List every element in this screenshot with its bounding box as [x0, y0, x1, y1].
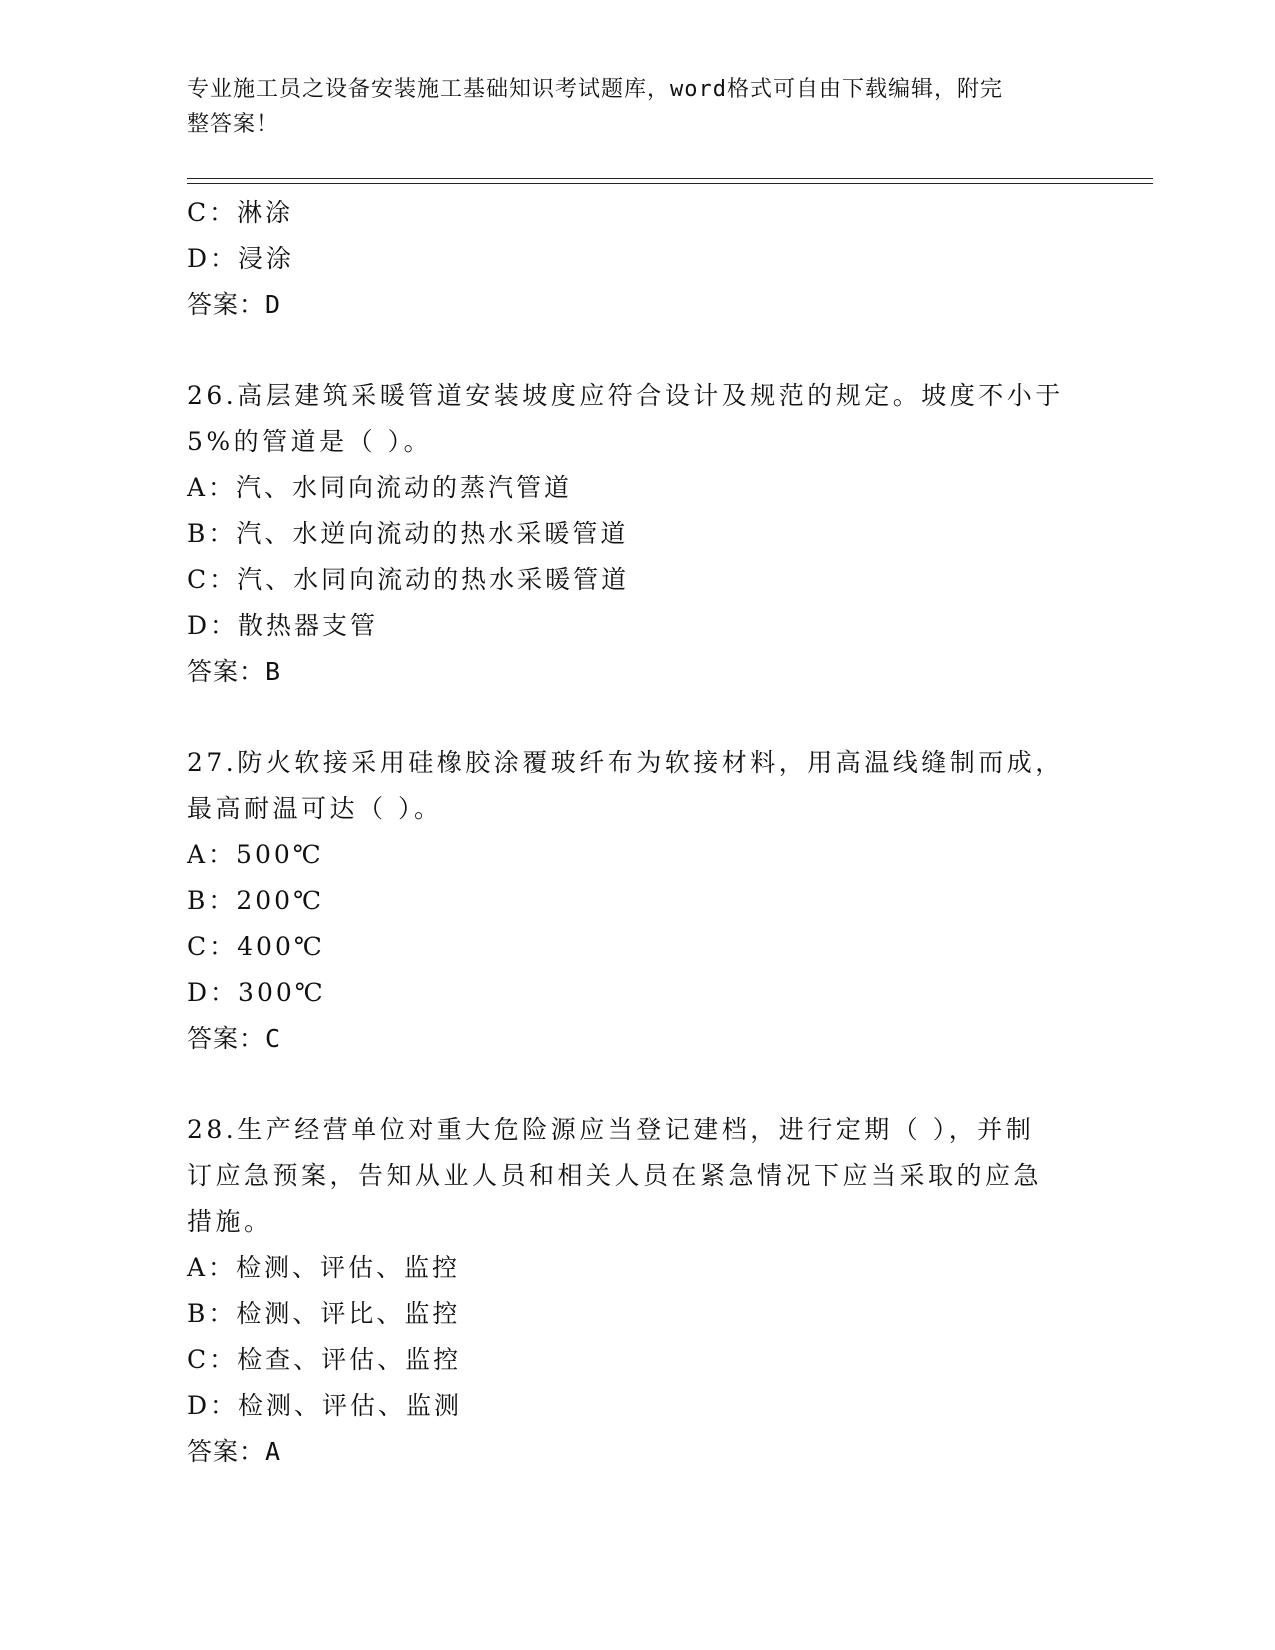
stem-line: 措施。 [187, 1207, 273, 1236]
option-b: B：200℃ [187, 886, 325, 915]
answer-value: A [265, 1437, 282, 1466]
option-c: C：检查、评估、监控 [187, 1345, 462, 1374]
answer-line [187, 1016, 1107, 1062]
header-line-1: 专业施工员之设备安装施工基础知识考试题库，word格式可自由下载编辑，附完 [187, 77, 1003, 102]
answer-value: C [265, 1024, 282, 1053]
question-27 [187, 740, 1107, 1062]
stem-line: 订应急预案，告知从业人员和相关人员在紧急情况下应当采取的应急 [187, 1161, 1043, 1190]
question-stem [187, 1107, 1107, 1245]
option-d: D：散热器支管 [187, 611, 379, 640]
stem-line: 28.生产经营单位对重大危险源应当登记建档，进行定期（ ），并制 [187, 1115, 1035, 1144]
option-a: A：检测、评估、监控 [187, 1253, 461, 1282]
answer-line [187, 649, 1107, 695]
option-a: A：500℃ [187, 840, 324, 869]
question-stem [187, 740, 1107, 832]
answer-value: D [265, 290, 282, 319]
answer-label: 答案： [187, 1024, 266, 1053]
header-divider-top [187, 178, 1153, 179]
stem-line: 最高耐温可达（ ）。 [187, 794, 443, 823]
document-header [187, 72, 1067, 142]
question-stem [187, 373, 1107, 465]
answer-line [187, 282, 1107, 328]
answer-value: B [265, 657, 282, 686]
question-list [187, 190, 1107, 1475]
option-c: C：汽、水同向流动的热水采暖管道 [187, 565, 630, 594]
option-b: B：检测、评比、监控 [187, 1299, 461, 1328]
option-d: D：300℃ [187, 978, 326, 1007]
question-28 [187, 1107, 1107, 1475]
option-a: A：汽、水同向流动的蒸汽管道 [187, 473, 573, 502]
answer-label: 答案： [187, 290, 266, 319]
option-d: D：浸涂 [187, 244, 295, 273]
stem-line: 27.防火软接采用硅橡胶涂覆玻纤布为软接材料，用高温线缝制而成， [187, 748, 1064, 777]
answer-line [187, 1429, 1107, 1475]
stem-line: 26.高层建筑采暖管道安装坡度应符合设计及规范的规定。坡度不小于 [187, 381, 1064, 410]
header-divider-bottom [187, 183, 1153, 184]
question-26 [187, 373, 1107, 695]
header-line-2: 整答案！ [187, 112, 280, 137]
option-d: D：检测、评估、监测 [187, 1391, 463, 1420]
option-c: C：淋涂 [187, 198, 294, 227]
answer-label: 答案： [187, 657, 266, 686]
option-c: C：400℃ [187, 932, 325, 961]
stem-line: 5%的管道是（ ）。 [187, 427, 433, 456]
option-b: B：汽、水逆向流动的热水采暖管道 [187, 519, 629, 548]
prev-question-block [187, 190, 1107, 328]
answer-label: 答案： [187, 1437, 266, 1466]
